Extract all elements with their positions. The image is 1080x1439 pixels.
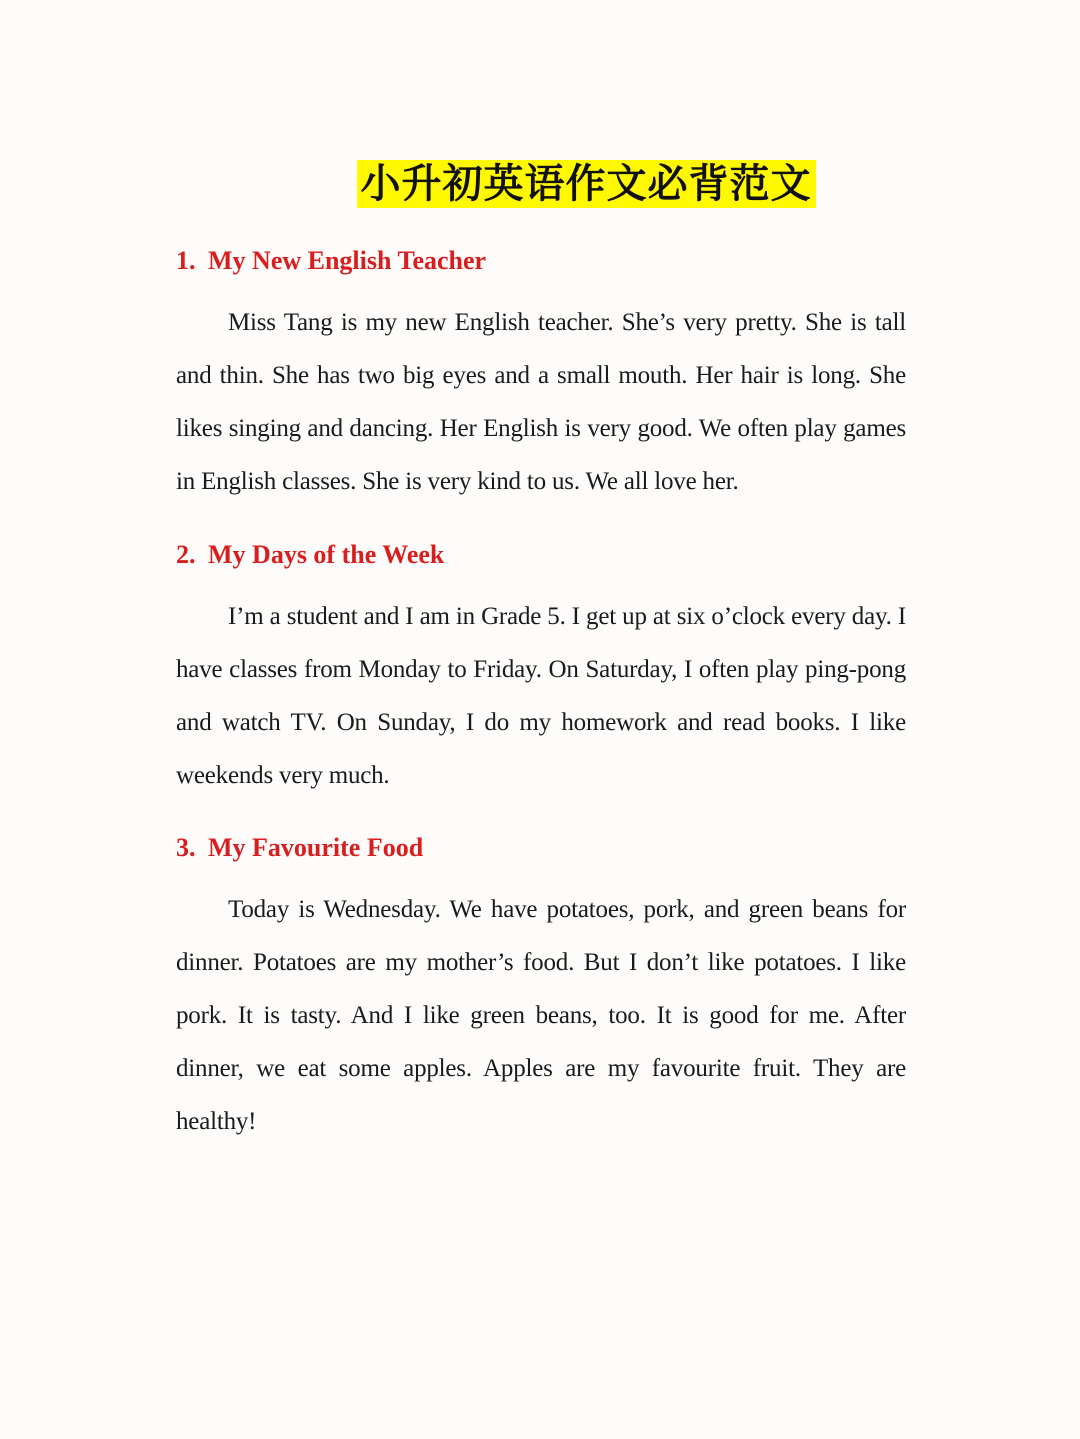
section-title: My Days of the Week <box>208 540 445 569</box>
essay-section-3 <box>176 833 906 1148</box>
section-heading <box>176 833 906 863</box>
page-title: 小升初英语作文必背范文 <box>357 160 816 208</box>
section-heading <box>176 540 906 570</box>
title-container <box>0 160 1080 208</box>
section-heading <box>176 246 906 276</box>
essay-paragraph: Miss Tang is my new English teacher. She’s very pretty. She is tall and thin. She has two big eyes and a small mouth. Her hair is long. She likes singing and dancing. Her English is very good. We often play games in English classes. She is very kind to us. We all love her. <box>176 309 906 495</box>
essay-paragraph: Today is Wednesday. We have potatoes, pork, and green beans for dinner. Potatoes are my mother’s food. But I don’t like potatoes. I like pork. It is tasty. And I like green beans, too. It is good for me. After dinner, we eat some apples. Apples are my favourite fruit. They are healthy! <box>176 896 906 1135</box>
section-number: 1. <box>176 246 196 275</box>
section-number: 2. <box>176 540 196 569</box>
section-title: My Favourite Food <box>208 833 424 862</box>
essay-section-2 <box>176 540 906 802</box>
section-number: 3. <box>176 833 196 862</box>
essay-paragraph: I’m a student and I am in Grade 5. I get up at six o’clock every day. I have classes from Monday to Friday. On Saturday, I often play ping-pong and watch TV. On Sunday, I do my homework and read books. I like weekends very much. <box>176 603 906 789</box>
section-title: My New English Teacher <box>208 246 487 275</box>
essay-section-1 <box>176 246 906 508</box>
